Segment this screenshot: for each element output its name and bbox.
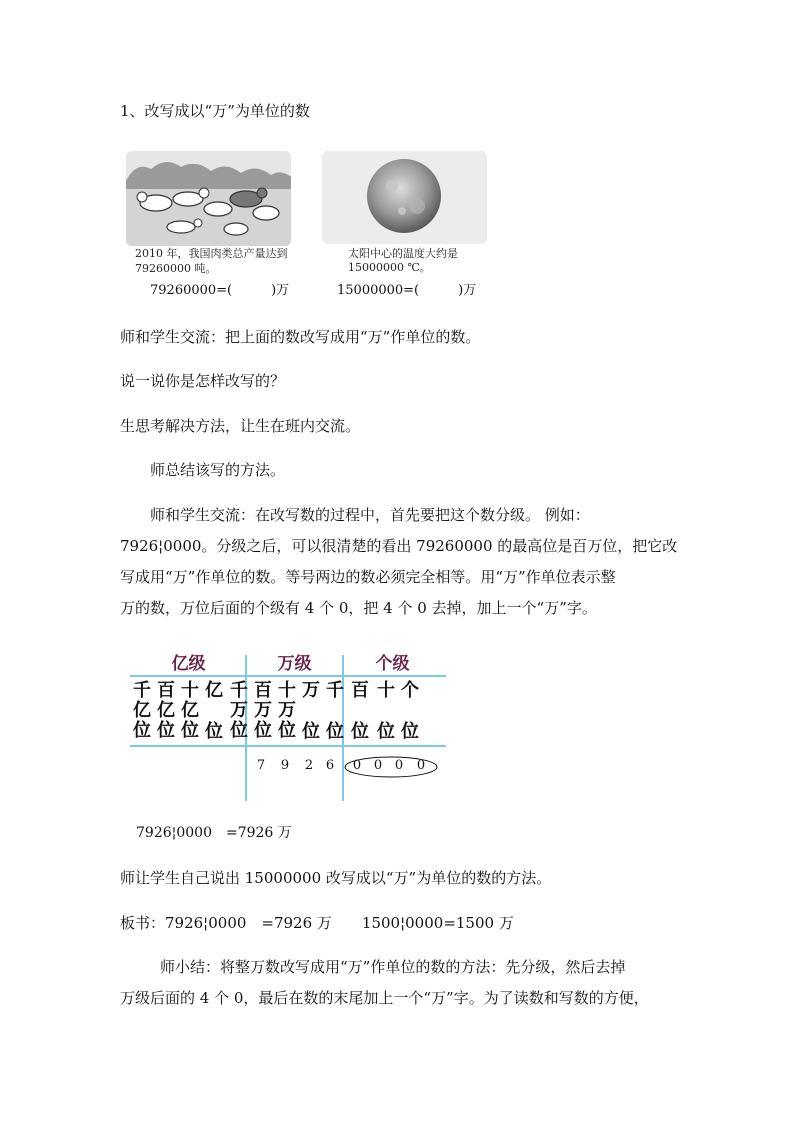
column-header-char: 位: [278, 720, 296, 741]
sun-caption-line2: 15000000 ℃。: [348, 261, 431, 274]
column-header-char: 百: [157, 680, 175, 701]
column-header-char: 亿: [205, 680, 223, 701]
column-header-char: 千: [230, 680, 248, 701]
digit-baiwan: 9: [280, 758, 290, 773]
column-header-char: 位: [401, 721, 419, 742]
digit-qian: 0: [352, 758, 362, 773]
column-header-char: 亿: [133, 700, 151, 721]
column-header-char: 位: [205, 721, 223, 742]
column-header-char: 位: [181, 720, 199, 741]
column-header-char: 位: [157, 720, 175, 741]
digit-shi: 0: [394, 758, 404, 773]
digit-ge: 0: [416, 758, 426, 773]
column-header-char: 位: [133, 720, 151, 741]
column-header-char: 十: [278, 680, 296, 701]
column-header-char: 位: [254, 720, 272, 741]
column-header-char: 位: [326, 721, 344, 742]
digit-wan: 6: [325, 758, 335, 773]
paragraph-method-line3: 写成用“万”作单位的数。等号两边的数必须完全相等。用“万”作单位表示整: [120, 568, 616, 586]
column-header-char: 亿: [181, 700, 199, 721]
group-label-ge: 个级: [375, 654, 410, 674]
paragraph-student-explain: 师让学生自己说出 15000000 改写成以“万”为单位的数的方法。: [120, 869, 552, 887]
paragraph-summary: 师总结该写的方法。: [150, 461, 286, 479]
column-header-char: 万: [278, 700, 296, 721]
group-label-yi: 亿级: [171, 654, 206, 674]
column-header-char: 十: [181, 680, 199, 701]
digit-shiwan: 2: [304, 758, 314, 773]
column-header-char: 位: [351, 721, 369, 742]
livestock-caption-line1: 2010 年，我国肉类总产量达到: [135, 247, 288, 260]
goats-picture: [126, 151, 291, 246]
group-label-wan: 万级: [277, 654, 312, 674]
place-value-table: [130, 645, 446, 801]
column-header-char: 千: [133, 680, 151, 701]
column-header-char: 千: [326, 680, 344, 701]
column-header-char: 万: [230, 700, 248, 721]
column-header-char: 位: [302, 721, 320, 742]
paragraph-conclusion-line1: 师小结：将整万数改写成用“万”作单位的数的方法：先分级，然后去掉: [160, 958, 626, 976]
digit-qianwan: 7: [256, 758, 266, 773]
column-header-char: 亿: [157, 700, 175, 721]
column-header-char: 百: [351, 680, 369, 701]
exercise-heading: 1、改写成以“万”为单位的数: [120, 102, 310, 120]
sun-illustration: [322, 151, 487, 244]
digit-bai: 0: [373, 758, 383, 773]
paragraph-think: 生思考解决方法，让生在班内交流。: [120, 417, 361, 435]
paragraph-method-line1: 师和学生交流：在改写数的过程中，首先要把这个数分级。 例如：: [150, 506, 590, 524]
sun-picture: [322, 151, 487, 244]
column-header-char: 个: [401, 680, 419, 701]
column-header-char: 万: [254, 700, 272, 721]
paragraph-question: 说一说你是怎样改写的？: [120, 372, 286, 390]
column-header-char: 百: [254, 680, 272, 701]
paragraph-method-line4: 万的数，万位后面的个级有 4 个 0，把 4 个 0 去掉，加上一个“万”字。: [120, 599, 597, 617]
table-line-top: [130, 675, 446, 677]
board-writing: 板书：7926¦0000 =7926 万 1500¦0000=1500 万: [120, 914, 514, 932]
livestock-caption-line2: 79260000 吨。: [135, 262, 217, 275]
column-header-char: 位: [377, 721, 395, 742]
column-header-char: 位: [230, 720, 248, 741]
paragraph-exchange: 师和学生交流：把上面的数改写成用“万”作单位的数。: [120, 328, 481, 346]
paragraph-method-line2: 7926¦0000。分级之后，可以很清楚的看出 79260000 的最高位是百万位，把它改: [120, 537, 678, 555]
column-header-char: 万: [302, 680, 320, 701]
sun-caption-line1: 太阳中心的温度大约是: [348, 247, 458, 260]
paragraph-conclusion-line2: 万级后面的 4 个 0，最后在数的末尾加上一个“万”字。为了读数和写数的方便，: [120, 989, 649, 1007]
livestock-illustration: [126, 151, 291, 246]
livestock-equation: 79260000=( )万: [150, 283, 290, 298]
equation-7926wan: 7926¦0000 =7926 万: [136, 825, 292, 841]
table-line-middle: [130, 745, 446, 747]
zeros-ellipse: [343, 755, 439, 781]
sun-equation: 15000000=( )万: [337, 283, 477, 298]
column-header-char: 十: [377, 680, 395, 701]
